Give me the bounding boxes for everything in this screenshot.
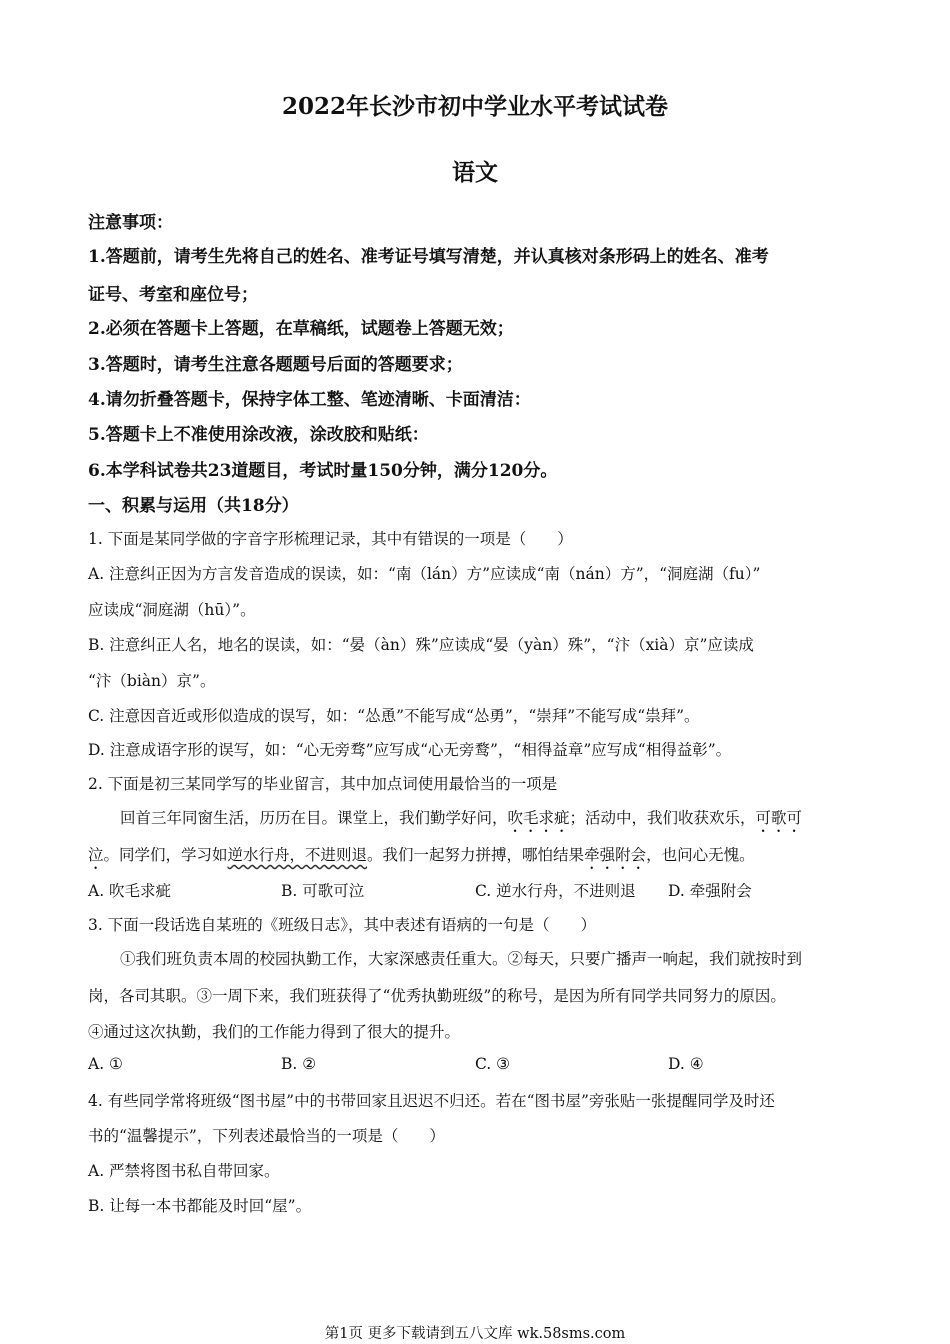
question-4-option-a: A. 严禁将图书私自带回家。 <box>88 1162 280 1180</box>
dotted-word: 牵强附会 <box>584 846 647 864</box>
question-2-option-c: C. 逆水行舟，不进则退 <box>475 882 636 900</box>
question-2-passage-line: 泣。同学们，学习如逆水行舟，不进则退。我们一起努力拼搏，哪怕结果牵强附会，也问心无愧。 <box>88 846 755 864</box>
dotted-word: 可歌可 <box>755 809 803 827</box>
question-2-option-a: A. 吹毛求疵 <box>88 882 172 900</box>
notice-item: 5.答题卡上不准使用涂改液，涂改胶和贴纸： <box>88 425 429 445</box>
notice-item: 1.答题前，请考生先将自己的姓名、准考证号填写清楚，并认真核对条形码上的姓名、准考 <box>88 247 769 267</box>
question-3-stem: 3. 下面一段话选自某班的《班级日志》，其中表述有语病的一句是（ ） <box>88 916 596 934</box>
notice-item: 4.请勿折叠答题卡，保持字体工整、笔迹清晰、卡面清洁： <box>88 390 531 410</box>
question-3-passage-line: ④通过这次执勤，我们的工作能力得到了很大的提升。 <box>88 1023 461 1041</box>
notice-item: 6.本学科试卷共23道题目，考试时量150分钟，满分120分。 <box>88 461 558 481</box>
question-3-passage-line: ①我们班负责本周的校园执勤工作，大家深感责任重大。②每天，只要广播声一响起，我们就按时到 <box>120 950 803 968</box>
notice-item: 2.必须在答题卡上答题，在草稿纸，试题卷上答题无效； <box>88 319 514 339</box>
question-2-stem: 2. 下面是初三某同学写的毕业留言，其中加点词使用最恰当的一项是 <box>88 775 558 793</box>
exam-title: 2022年长沙市初中学业水平考试试卷 <box>281 93 668 120</box>
question-3-option-b: B. ② <box>281 1055 317 1073</box>
question-1-option-d: D. 注意成语字形的误写，如：“心无旁骛”应写成“心无旁鹜”，“相得益章”应写成“相得益彰”。 <box>88 741 732 759</box>
question-4-stem: 4. 有些同学常将班级“图书屋”中的书带回家且迟迟不归还。若在“图书屋”旁张贴一张提醒同学及时还 <box>88 1092 775 1110</box>
wavy-underlined-phrase: 逆水行舟，不进则退 <box>227 846 368 864</box>
question-2-option-b: B. 可歌可泣 <box>281 882 365 900</box>
question-3-passage-line: 岗，各司其职。③一周下来，我们班获得了“优秀执勤班级”的称号，是因为所有同学共同努力的原因。 <box>88 987 786 1005</box>
question-1-option-b: B. 注意纠正人名，地名的误读，如：“晏（àn）殊”应读成“晏（yàn）殊”，“汴（xià）京”应读成 <box>88 636 754 654</box>
question-1-option-b-cont: “汴（biàn）京”。 <box>88 672 216 690</box>
question-3-option-c: C. ③ <box>475 1055 511 1073</box>
notice-item: 3.答题时，请考生注意各题题号后面的答题要求； <box>88 355 463 375</box>
dotted-word: 吹毛求疵 <box>507 809 570 827</box>
page-footer: 第1页 更多下载请到五八文库 wk.58sms.com <box>324 1326 626 1342</box>
question-4-option-b: B. 让每一本书都能及时回“屋”。 <box>88 1197 312 1215</box>
question-1-option-c: C. 注意因音近或形似造成的误写，如：“怂恿”不能写成“怂勇”，“崇拜”不能写成“祟拜”。 <box>88 707 700 725</box>
subject-title: 语文 <box>452 159 498 186</box>
question-3-option-d: D. ④ <box>668 1055 704 1073</box>
question-4-stem-cont: 书的“温馨提示”，下列表述最恰当的一项是（ ） <box>88 1127 445 1145</box>
question-3-option-a: A. ① <box>88 1055 123 1073</box>
section-heading: 一、积累与运用（共18分） <box>88 496 299 516</box>
question-1-option-a: A. 注意纠正因为方言发音造成的误读，如：“南（lán）方”应读成“南（nán）方”，“洞庭湖（fu）” <box>88 565 761 583</box>
notice-heading: 注意事项： <box>88 213 173 233</box>
question-1-stem: 1. 下面是某同学做的字音字形梳理记录，其中有错误的一项是（ ） <box>88 530 573 548</box>
notice-item: 证号、考室和座位号； <box>88 285 258 305</box>
question-1-option-a-cont: 应读成“洞庭湖（hū）”。 <box>88 601 256 619</box>
dotted-word: 泣 <box>88 846 104 864</box>
question-2-passage-line: 回首三年同窗生活，历历在目。课堂上，我们勤学好问，吹毛求疵；活动中，我们收获欢乐，可歌可 <box>120 809 803 827</box>
question-2-option-d: D. 牵强附会 <box>668 882 752 900</box>
